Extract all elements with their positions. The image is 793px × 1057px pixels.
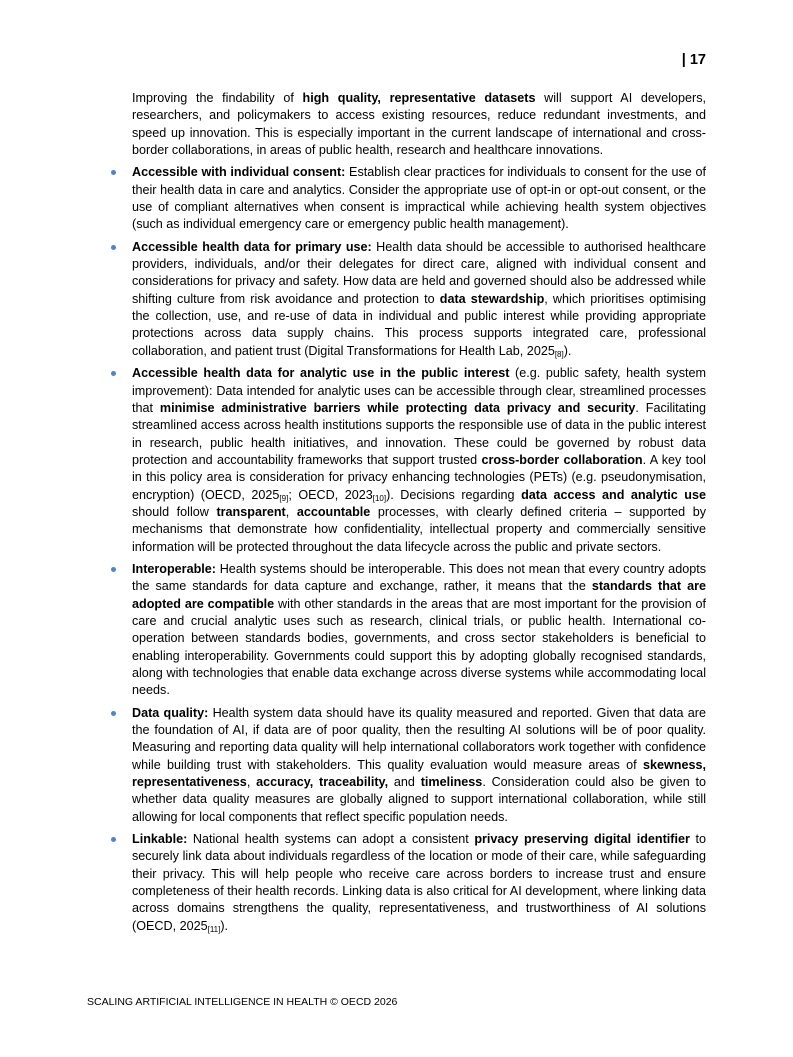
bullet-icon bbox=[111, 711, 116, 716]
list-item-primary-use bbox=[132, 239, 706, 360]
body-text: and bbox=[388, 775, 421, 790]
bullet-icon bbox=[111, 170, 116, 175]
emphasis-text: privacy preserving digital identifier bbox=[474, 832, 690, 847]
emphasis-text: Linkable: bbox=[132, 832, 188, 847]
body-text: Establish clear practices for individuals to consent for the use of their health data in care and analytics. Consider the appropriate use of opt-in or opt-out consent, or the use of compliant alternatives when consent is impractical while achieving health system objectives (such as individual emergency care or emergency public health management). bbox=[132, 165, 706, 232]
principles-list bbox=[132, 164, 706, 935]
bullet-icon bbox=[111, 245, 116, 250]
list-item-consent bbox=[132, 164, 706, 233]
intro-paragraph bbox=[132, 90, 706, 159]
list-item-data-quality bbox=[132, 705, 706, 826]
body-text: ; OECD, 2023 bbox=[288, 487, 373, 502]
body-text: , which prioritises optimising the collection, use, and re-use of data in individual and public interest while providing appropriate protections across data supply chains. This process supports integrated care, professional collaboration, and patient trust (Digital Transformations for Health Lab, 2025 bbox=[132, 291, 706, 358]
emphasis-text: Accessible health data for primary use: bbox=[132, 239, 372, 254]
emphasis-text: accuracy, traceability, bbox=[256, 775, 389, 790]
list-item-text bbox=[132, 240, 706, 358]
emphasis-text: timeliness bbox=[420, 775, 483, 790]
body-text: Health data should be accessible to authorised healthcare providers, individuals, and/or their delegates for direct care, aligned with individual consent and considerations for privacy and safety. How data are held and governed should also be addressed while shifting culture from risk avoidance and protection to bbox=[132, 239, 707, 306]
body-text: Health systems should be interoperable. This does not mean that every country adopts the same standards for data capture and exchange, rather, it means that the bbox=[132, 561, 706, 594]
list-item-text bbox=[132, 165, 706, 231]
body-text: ). bbox=[563, 343, 572, 358]
emphasis-text: transparent bbox=[216, 504, 286, 519]
page-number: | 17 bbox=[681, 52, 706, 68]
list-item-linkable bbox=[132, 831, 706, 935]
body-text: will support AI developers, researchers, and policymakers to access existing resources, reduce redundant investments, and speed up innovation. This is especially important in the current landscape of international and cross-border collaborations, in areas of public health, research and healthcare innovations. bbox=[132, 91, 706, 158]
emphasis-text: minimise administrative barriers while protecting data privacy and security bbox=[159, 400, 636, 415]
reference-marker[interactable]: [9] bbox=[279, 493, 289, 503]
body-text: . Facilitating streamlined access across health institutions supports the responsible use of data in the public interest in research, public health initiatives, and innovation. These could be governed by robust data protection and accountability frameworks that support trusted bbox=[132, 400, 706, 467]
emphasis-text: data access and analytic use bbox=[521, 487, 706, 502]
body-text: . Consideration could also be given to whether data quality measures are globally aligned to support international collaboration, while still allowing for local components that reflect specific population needs. bbox=[132, 775, 707, 824]
list-item-text bbox=[132, 366, 706, 553]
body-text: ). bbox=[220, 918, 229, 933]
list-item-text bbox=[132, 832, 706, 933]
bullet-icon bbox=[111, 567, 116, 572]
bullet-icon bbox=[111, 371, 116, 376]
list-item-text bbox=[132, 562, 706, 697]
page-body bbox=[132, 90, 706, 940]
emphasis-text: accountable bbox=[296, 504, 371, 519]
emphasis-text: Interoperable: bbox=[132, 561, 216, 576]
body-text: should follow bbox=[132, 504, 217, 519]
emphasis-text: Accessible health data for analytic use in the public interest bbox=[132, 366, 510, 381]
emphasis-text: standards that are adopted are compatible bbox=[132, 579, 706, 611]
body-text: Health system data should have its quality measured and reported. Given that data are the foundation of AI, if data are of poor quality, then the resulting AI solutions will be of poor quality. Measuring and reporting data quality will help international collaborators work together with confidence while building trust with stakeholders. This quality evaluation would measure areas of bbox=[132, 705, 706, 772]
body-text: with other standards in the areas that are most important for the provision of care and crucial analytic uses such as research, clinical trials, or public health. International co-operation between standards bodies, governments, and cross sector stakeholders is beneficial to enabling interoperability. Governments could support this by adopting globally recognised standards, along with technologies that enable data exchange across diverse systems while accommodating local needs. bbox=[132, 596, 706, 698]
body-text: , bbox=[246, 775, 257, 790]
body-text: processes, with clearly defined criteria – supported by mechanisms that demonstrate how confidentiality, intellectual property and commercially sensitive information will be protected throughout the data lifecycle across the public and private sectors. bbox=[132, 504, 706, 554]
emphasis-text: data stewardship bbox=[439, 291, 545, 306]
list-item-analytic-use bbox=[132, 365, 706, 556]
page-footer: SCALING ARTIFICIAL INTELLIGENCE IN HEALTH © OECD 2026 bbox=[87, 996, 398, 1008]
emphasis-text: Data quality: bbox=[132, 705, 209, 720]
list-item-interoperable bbox=[132, 561, 706, 700]
emphasis-text: skewness, representativeness bbox=[132, 757, 706, 790]
emphasis-text: high quality, representative datasets bbox=[302, 91, 536, 105]
list-item-text bbox=[132, 706, 706, 824]
body-text: to securely link data about individuals regardless of the location or mode of their care, while safeguarding their privacy. This will help people who receive care across borders to increase trust and ensure completeness of their health records. Linking data is also critical for AI development, where linking data across domains strengthens the quality, representativeness, and trustworthiness of AI solutions (OECD, 2025 bbox=[132, 832, 706, 933]
emphasis-text: Accessible with individual consent: bbox=[132, 165, 346, 180]
body-text: ). Decisions regarding bbox=[386, 487, 522, 502]
body-text: National health systems can adopt a consistent bbox=[187, 832, 475, 847]
body-text: Improving the findability of bbox=[132, 91, 303, 105]
reference-marker[interactable]: [8] bbox=[554, 349, 564, 359]
body-text: , bbox=[285, 504, 297, 519]
bullet-icon bbox=[111, 837, 116, 842]
body-text: . A key tool in this policy area is consideration for privacy enhancing technologies (PETs) (e.g. pseudonymisation, encryption) (OECD, 2025 bbox=[132, 452, 706, 502]
reference-marker[interactable]: [11] bbox=[207, 924, 221, 934]
reference-marker[interactable]: [10] bbox=[372, 493, 387, 503]
emphasis-text: cross-border collaboration bbox=[481, 452, 643, 467]
body-text: (e.g. public safety, health system improvement): Data intended for analytic uses can be accessible through clear, streamlined processes that bbox=[132, 366, 706, 415]
